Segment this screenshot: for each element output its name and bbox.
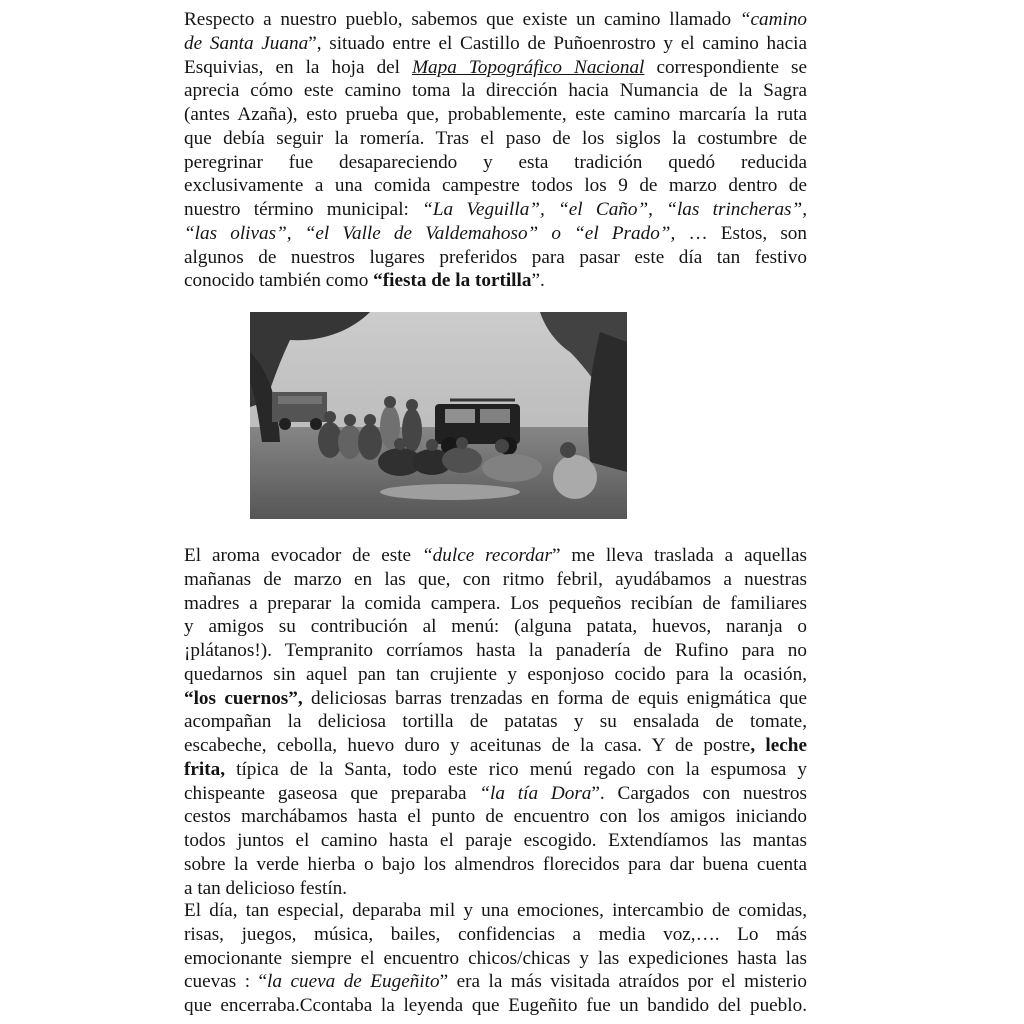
text-line: de Santa Juana”, situado entre el Castillo de Puñoenrostro y el camino hacia: [184, 32, 807, 54]
text-line: a tan delicioso festín.: [184, 877, 348, 899]
text-line: “las olivas”, “el Valle de Valdemahoso” o “el Prado”, … Estos, son: [184, 222, 807, 244]
text-line: exclusivamente a una comida campestre todos los 9 de marzo dentro de: [184, 175, 807, 197]
vintage-picnic-photo: [250, 312, 627, 519]
text-line: emocionante siempre el encuentro chicos/chicas y las expediciones hasta las: [184, 947, 807, 969]
text-line: escabeche, cebolla, huevo duro y aceitunas de la casa. Y de postre, leche: [184, 735, 807, 756]
text-line: frita, típica de la Santa, todo este rico menú regado con la espumosa y: [184, 758, 807, 780]
text-line: cestos marchábamos hasta el punto de encuentro con los amigos iniciando: [184, 806, 807, 828]
paragraph-fiesta-day: [184, 899, 807, 1018]
paragraph-intro: [184, 8, 807, 293]
text-line: ¡plátanos!). Tempranito corríamos hasta la panadería de Rufino para no: [184, 640, 807, 661]
text-line: todos juntos el camino hasta el paraje escogido. Extendíamos las mantas: [184, 830, 807, 851]
text-line: chispeante gaseosa que preparaba “la tía Dora”. Cargados con nuestros: [184, 782, 807, 804]
text-line: “los cuernos”, deliciosas barras trenzadas en forma de equis enigmática que: [184, 687, 807, 709]
text-line: que encerraba.Ccontaba la leyenda que Eugeñito fue un bandido del pueblo.: [184, 995, 807, 1016]
text-line: nuestro término municipal: “La Veguilla”, “el Caño”, “las trincheras”,: [184, 199, 807, 220]
text-line: conocido también como “fiesta de la tortilla”.: [184, 270, 545, 292]
text-line: El aroma evocador de este “dulce recordar” me lleva traslada a aquellas: [184, 545, 808, 566]
text-line: quedarnos sin aquel pan tan crujiente y esponjoso cocido para la ocasión,: [184, 663, 807, 685]
text-line: algunos de nuestros lugares preferidos para pasar este día tan festivo: [184, 246, 807, 268]
text-line: mañanas de marzo en las que, con ritmo febril, ayudábamos a nuestras: [184, 568, 807, 590]
text-line: risas, juegos, música, bailes, confidencias a media voz,…. Lo más: [184, 923, 807, 945]
text-line: acompañan la deliciosa tortilla de patatas y su ensalada de tomate,: [184, 711, 807, 733]
text-line: sobre la verde hierba o bajo los almendros florecidos para dar buena cuenta: [184, 853, 807, 875]
text-line: Respecto a nuestro pueblo, sabemos que existe un camino llamado “camino: [184, 9, 807, 30]
paragraph-memories: [184, 544, 807, 900]
text-line: Esquivias, en la hoja del Mapa Topográfico Nacional correspondiente se: [184, 56, 807, 78]
text-line: peregrinar fue desapareciendo y esta tradición quedó reducida: [184, 151, 807, 173]
text-line: y amigos su contribución al menú: (alguna patata, huevos, naranja o: [184, 616, 807, 638]
map-reference-link[interactable]: Mapa Topográfico Nacional: [412, 56, 645, 78]
text-line: cuevas : “la cueva de Eugeñito” era la más visitada atraídos por el misterio: [184, 971, 807, 993]
text-line: aprecia cómo este camino toma la dirección hacia Numancia de la Sagra: [184, 80, 807, 102]
text-line: madres a preparar la comida campera. Los pequeños recibían de familiares: [184, 592, 807, 614]
text-line: (antes Azaña), esto prueba que, probablemente, este camino marcaría la ruta: [184, 104, 807, 125]
text-line: El día, tan especial, deparaba mil y una emociones, intercambio de comidas,: [184, 900, 807, 921]
text-line: que debía seguir la romería. Tras el paso de los siglos la costumbre de: [184, 127, 807, 149]
